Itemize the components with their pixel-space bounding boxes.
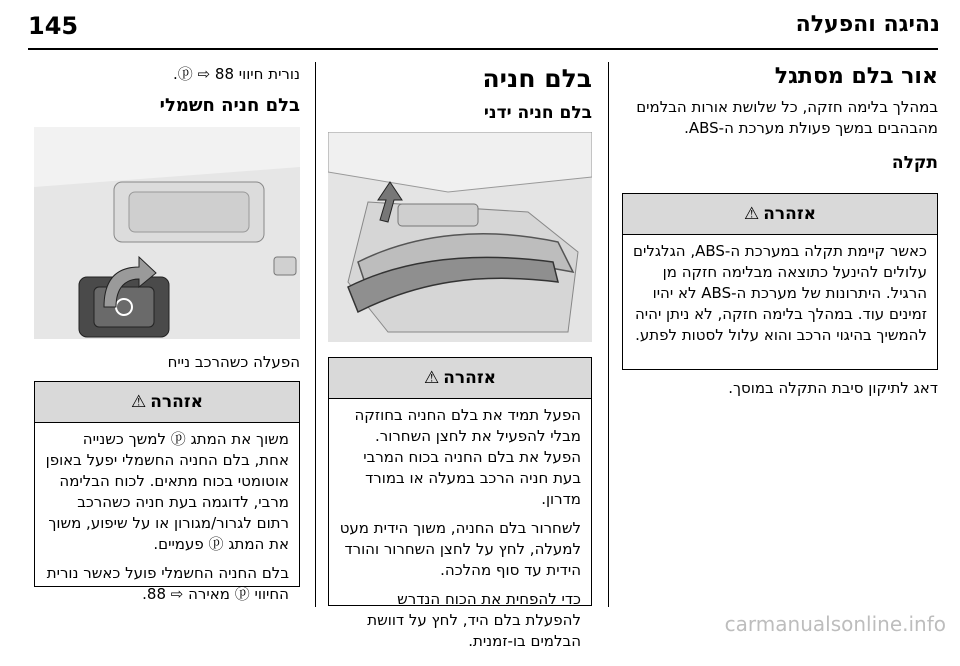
warning-label: אזהרה <box>150 392 204 412</box>
warning-paragraph: משוך את המתג ⓟ למשך כשנייה אחת, בלם החניה החשמלי יפעל באופן אוטומטי בכוח מתאים. לכוח הבלימה מרבי, לדוגמה בעת חניה כשהרכב רתום לגרור/מגורון או על שיפוע, משוך את המתג ⓟ פעמיים. <box>45 430 289 553</box>
warning-label: אזהרה <box>443 368 497 388</box>
epb-switch-drawing <box>34 127 300 339</box>
fault-repair-text: דאג לתיקון סיבת התקלה במוסך. <box>728 379 938 397</box>
warning-paragraph: לשחרור בלם החניה, משוך הידית מעט למעלה, לחץ על לחצן השחרור והורד הידית עד סוף מהלכה. <box>339 519 581 579</box>
warning-text: כאשר קיימת תקלה במערכת ה-ABS, הגלגלים עלולים להינעל כתוצאה מבלימה חזקה מן הרגיל. היתרונות של מערכת ה-ABS לא יהיו זמינים עוד. במהלך בלימה חזקה, לא ניתן יהיה להמשיך בהיגוי הרכב והוא עלול לסטות לפתע. <box>633 242 927 344</box>
electric-brake-warning-box <box>34 381 300 603</box>
handbrake-drawing <box>328 132 592 342</box>
left-column <box>34 64 300 116</box>
page-number: 145 <box>28 12 79 40</box>
manual-parking-brake-heading: בלם חניה ידני <box>483 103 592 123</box>
stationary-operation-caption: הפעלה כשהרכב נייח <box>167 353 300 371</box>
warning-paragraph: כדי להפחית את הכוח הנדרש להפעלת בלם היד, לחץ על דוושת הבלמים בו-זמנית. <box>367 590 581 650</box>
electric-parking-brake-illustration <box>34 127 300 339</box>
warning-triangle-icon: ⚠ <box>423 368 440 388</box>
warning-paragraph: בלם החניה החשמלי פועל כאשר נורית החיווי ⓟ מאירה ⇨ 88. <box>46 564 289 603</box>
column-divider-left <box>315 62 316 607</box>
warning-triangle-icon: ⚠ <box>743 204 760 224</box>
section-title: נהיגה והפעלה <box>795 12 940 37</box>
manual-handbrake-illustration <box>328 132 592 342</box>
indicator-reference: נורית חיווי ⓟ ⇨ 88. <box>173 65 300 83</box>
warning-header <box>35 382 299 423</box>
warning-header <box>623 194 937 235</box>
warning-triangle-icon: ⚠ <box>130 392 147 412</box>
warning-label: אזהרה <box>763 204 817 224</box>
watermark-text: carmanualsonline.info <box>724 612 946 636</box>
column-divider-right <box>608 62 609 607</box>
fault-heading: תקלה <box>891 153 938 173</box>
adaptive-brake-light-text: במהלך בלימה חזקה, כל שלושת אורות הבלמים מהבהבים במשך פעולת מערכת ה-ABS. <box>636 98 938 137</box>
warning-body <box>329 399 591 666</box>
warning-header <box>329 358 591 399</box>
warning-body <box>35 423 299 619</box>
parking-brake-heading: בלם חניה <box>482 64 592 93</box>
header-divider <box>28 48 938 50</box>
middle-column <box>328 64 592 123</box>
right-column <box>622 64 938 173</box>
manual-brake-warning-box <box>328 357 592 650</box>
warning-paragraph: הפעל תמיד את בלם החניה בחוזקה מבלי להפעיל את לחצן השחרור. הפעל את בלם החניה בכוח המרבי בעת חניה הרכב במעלה או במורד מדרון. <box>354 406 581 508</box>
electric-parking-brake-heading: בלם חניה חשמלי <box>159 95 300 116</box>
adaptive-brake-light-heading: אור בלם מסתגל <box>774 64 938 89</box>
abs-warning-box <box>622 193 938 370</box>
